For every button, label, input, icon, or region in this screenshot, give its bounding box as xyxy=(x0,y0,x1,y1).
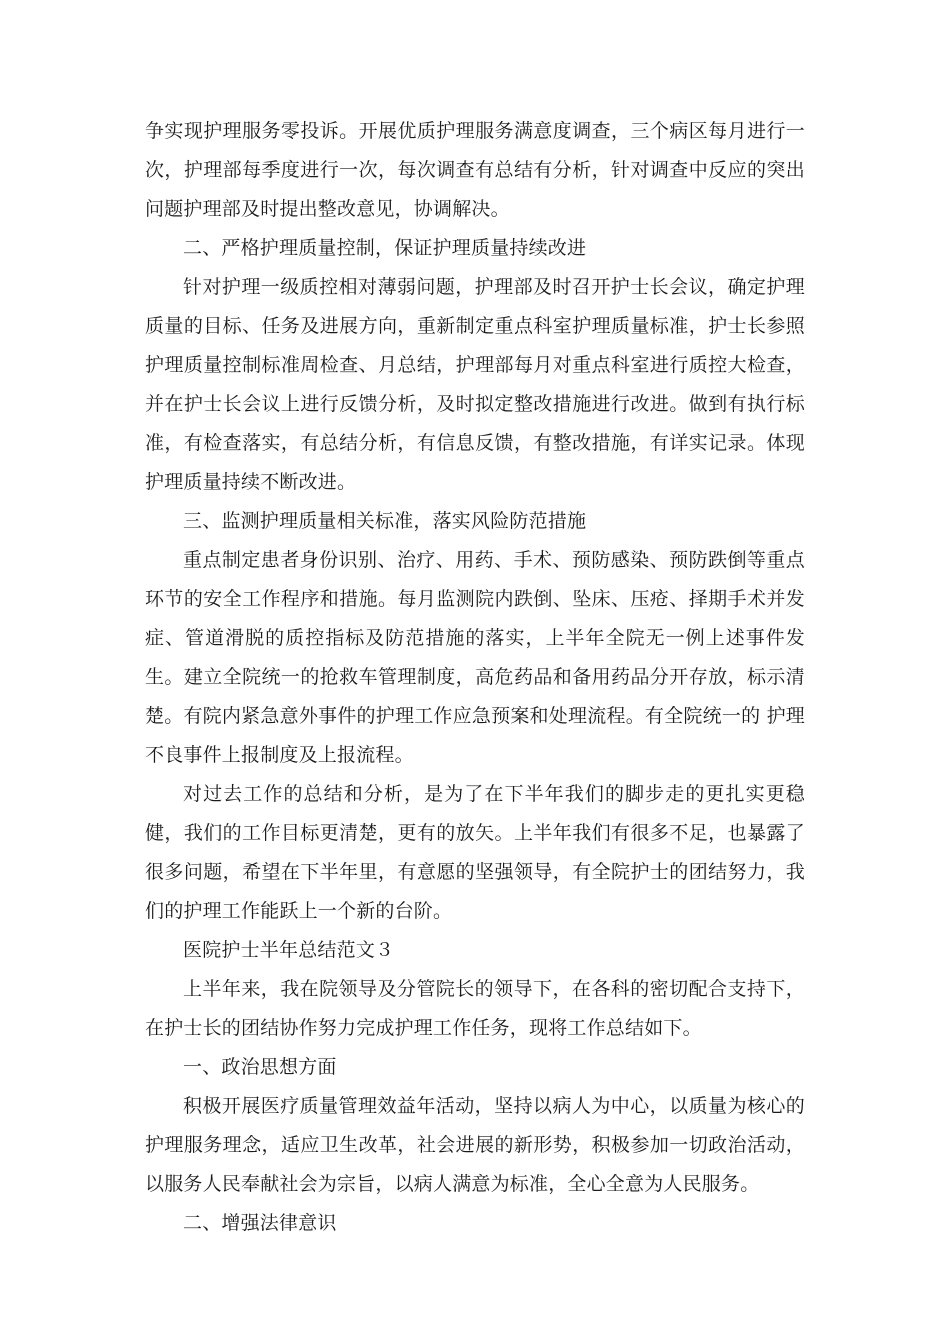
section-heading-legal: 二、增强法律意识 xyxy=(183,1212,337,1234)
paragraph-continuation: 争实现护理服务零投诉。开展优质护理服务满意度调查，三个病区每月进行一次，护理部每季度进行一次，每次调查有总结有分析，针对调查中反应的突出问题护理部及时提出整改意见，协调解决。 xyxy=(145,120,805,220)
paragraph-risk-prevention: 重点制定患者身份识别、治疗、用药、手术、预防感染、预防跌倒等重点环节的安全工作程序和措施。每月监测院内跌倒、坠床、压疮、择期手术并发症、管道滑脱的质控指标及防范措施的落实，上半年全院无一例上述事件发生。建立全院统一的抢救车管理制度，高危药品和备用药品分开存放，标示清楚。有院内紧急意外事件的护理工作应急预案和处理流程。有全院统一的 护理不良事件上报制度及上报流程。 xyxy=(145,549,805,766)
paragraph-political: 积极开展医疗质量管理效益年活动，坚持以病人为中心，以质量为核心的护理服务理念，适应卫生改革，社会进展的新形势，积极参加一切政治活动，以服务人民奉献社会为宗旨，以病人满意为标准，全心全意为人民服务。 xyxy=(145,1095,805,1195)
paragraph-intro: 上半年来，我在院领导及分管院长的领导下，在各科的密切配合支持下，在护士长的团结协作努力完成护理工作任务，现将工作总结如下。 xyxy=(145,978,805,1039)
document-subtitle: 医院护士半年总结范文３ xyxy=(183,939,395,961)
paragraph-summary: 对过去工作的总结和分析，是为了在下半年我们的脚步走的更扎实更稳健，我们的工作目标更清楚，更有的放矢。上半年我们有很多不足，也暴露了很多问题，希望在下半年里，有意愿的坚强领导，有全院护士的团结努力，我们的护理工作能跃上一个新的台阶。 xyxy=(145,783,805,922)
paragraph-quality-control: 针对护理一级质控相对薄弱问题，护理部及时召开护士长会议，确定护理质量的目标、任务及进展方向，重新制定重点科室护理质量标准，护士长参照护理质量控制标准周检查、月总结，护理部每月对重点科室进行质控大检查，并在护士长会议上进行反馈分析，及时拟定整改措施进行改进。做到有执行标准，有检查落实，有总结分析，有信息反馈，有整改措施，有详实记录。体现护理质量持续不断改进。 xyxy=(145,276,805,493)
section-heading-political: 一、政治思想方面 xyxy=(183,1056,337,1078)
section-heading-quality-control: 二、严格护理质量控制，保证护理质量持续改进 xyxy=(183,237,587,259)
section-heading-risk-prevention: 三、监测护理质量相关标准，落实风险防范措施 xyxy=(183,510,587,532)
document-body xyxy=(145,112,805,1243)
